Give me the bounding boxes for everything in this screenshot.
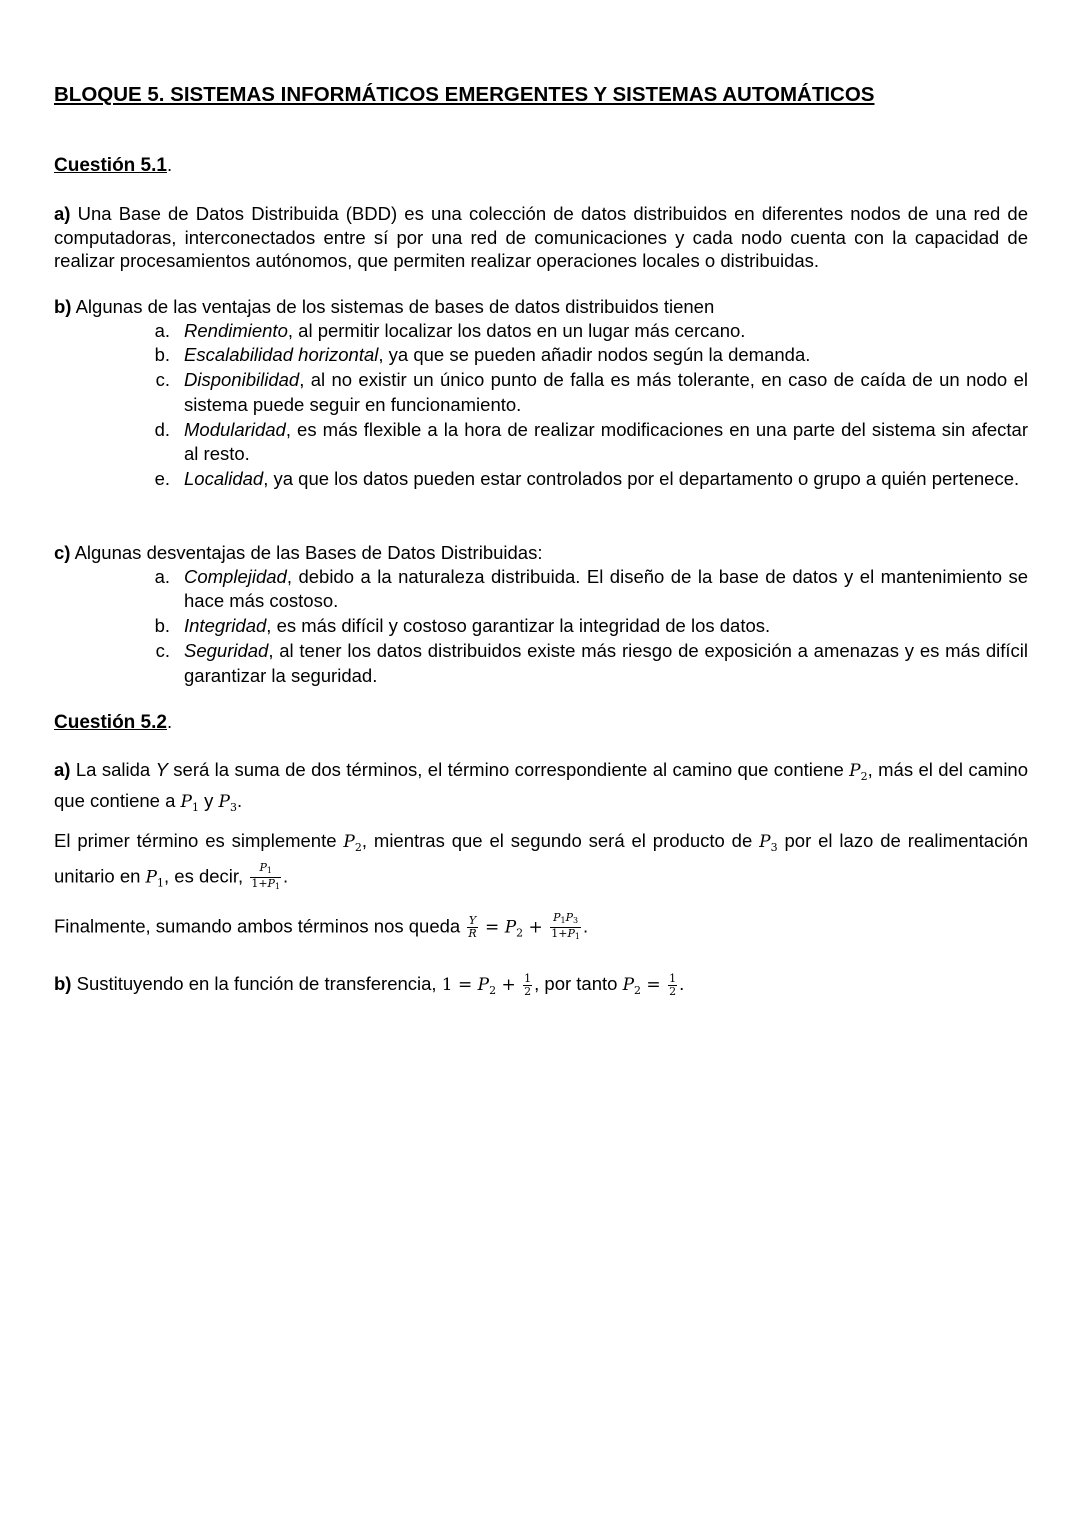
q2-part-b: b) Sustituyendo en la función de transferencia, $1 = P_2$ + $\frac{1}{2}$ , por tanto $P_2$ = $\frac{1}{2}$ . xyxy=(54,971,685,998)
fraction-y-over-r: $\frac{Y}{R}$ xyxy=(468,914,477,940)
list-item: a. Rendimiento, al permitir localizar los datos en un lugar más cercano. xyxy=(154,319,746,341)
list-item: e. Localidad, ya que los datos pueden estar controlados por el departamento o grupo a quién pertenece. xyxy=(154,468,1020,490)
advantages-list xyxy=(54,319,1028,493)
list-item: b. Integridad, es más difícil y costoso garantizar la integridad de los datos. xyxy=(154,615,771,637)
fraction-p1-over-1-plus-p1: $\frac{P_1}{1+P_1}$ xyxy=(251,861,281,891)
disadvantages-list xyxy=(54,565,1028,689)
list-item: c. Disponibilidad, al no existir un único punto de falla es más tolerante, en caso de caída de un nodo el sistema puede seguir en funcionamiento. xyxy=(155,369,1028,415)
q2-paragraph-first-term: El primer término es simplemente $P_2$, mientras que el segundo será el producto de $P_3$ por el lazo de realimentación unitario en $P_1$, es decir, $\frac{P_1}{1+P_1}$ . xyxy=(54,830,1029,891)
q1-part-b: b) Algunas de las ventajas de los sistemas de bases de datos distribuidos tienen a. Rendimiento, al permitir localizar los datos en un lugar más cercano. b. Escalabilidad horizontal, ya que se pueden añadir nodos según la demanda. c. Disponibilidad, al no existir un único punto de falla es más tolerante, en caso de caída de un nodo el sistema puede seguir en funcionamiento. d. Modularidad, es más flexible a la hora de realizar modificaciones en una parte del sistema sin afectar al resto. e. Localidad, ya que los datos pueden estar controlados por el departamento o grupo a quién pertenece. xyxy=(54,295,1028,492)
list-item: a. Complejidad, debido a la naturaleza distribuida. El diseño de la base de datos y el mantenimiento se hace más costoso. xyxy=(154,565,1028,612)
question-5-2-heading: Cuestión 5.2. xyxy=(54,711,173,733)
q1-part-c: c) Algunas desventajas de las Bases de Datos Distribuidas: a. Complejidad, debido a la naturaleza distribuida. El diseño de la base de datos y el mantenimiento se hace más costoso. b. Integridad, es más difícil y costoso garantizar la integridad de los datos. c. Seguridad, al tener los datos distribuidos existe más riesgo de exposición a amenazas y es más difícil garantizar la seguridad. xyxy=(54,541,1028,688)
list-item: b. Escalabilidad horizontal, ya que se pueden añadir nodos según la demanda. xyxy=(154,344,811,366)
q2-paragraph-result: Finalmente, sumando ambos términos nos queda $\frac{Y}{R}$ = $P_2$ + $\frac{P_1P_3}{1+P_1}$ . xyxy=(54,911,589,941)
list-item: d. Modularidad, es más flexible a la hora de realizar modificaciones en una parte del sistema sin afectar al resto. xyxy=(154,418,1028,465)
q1-part-a: a) Una Base de Datos Distribuida (BDD) es una colección de datos distribuidos en diferentes nodos de una red de computadoras, interconectados entre sí por una red de comunicaciones y cada nodo cuenta con la capacidad de realizar procesamientos autónomos, que permiten realizar operaciones locales o distribuidas. xyxy=(54,203,1028,271)
fraction-one-half: $\frac{1}{2}$ xyxy=(524,971,532,998)
fraction-one-half: $\frac{1}{2}$ xyxy=(669,971,677,998)
question-5-1-heading: Cuestión 5.1. xyxy=(54,154,173,176)
fraction-p1p3-over-1-plus-p1: $\frac{P_1P_3}{1+P_1}$ xyxy=(551,911,580,941)
q2-part-a: a) La salida Y será la suma de dos términos, el término correspondiente al camino que contiene $P_2$, más el del camino que contiene a $P_1$ y $P_3$. xyxy=(54,759,1029,814)
page-title: BLOQUE 5. SISTEMAS INFORMÁTICOS EMERGENTES Y SISTEMAS AUTOMÁTICOS xyxy=(54,83,875,106)
list-item: c. Seguridad, al tener los datos distribuidos existe más riesgo de exposición a amenazas y es más difícil garantizar la seguridad. xyxy=(155,639,1028,686)
